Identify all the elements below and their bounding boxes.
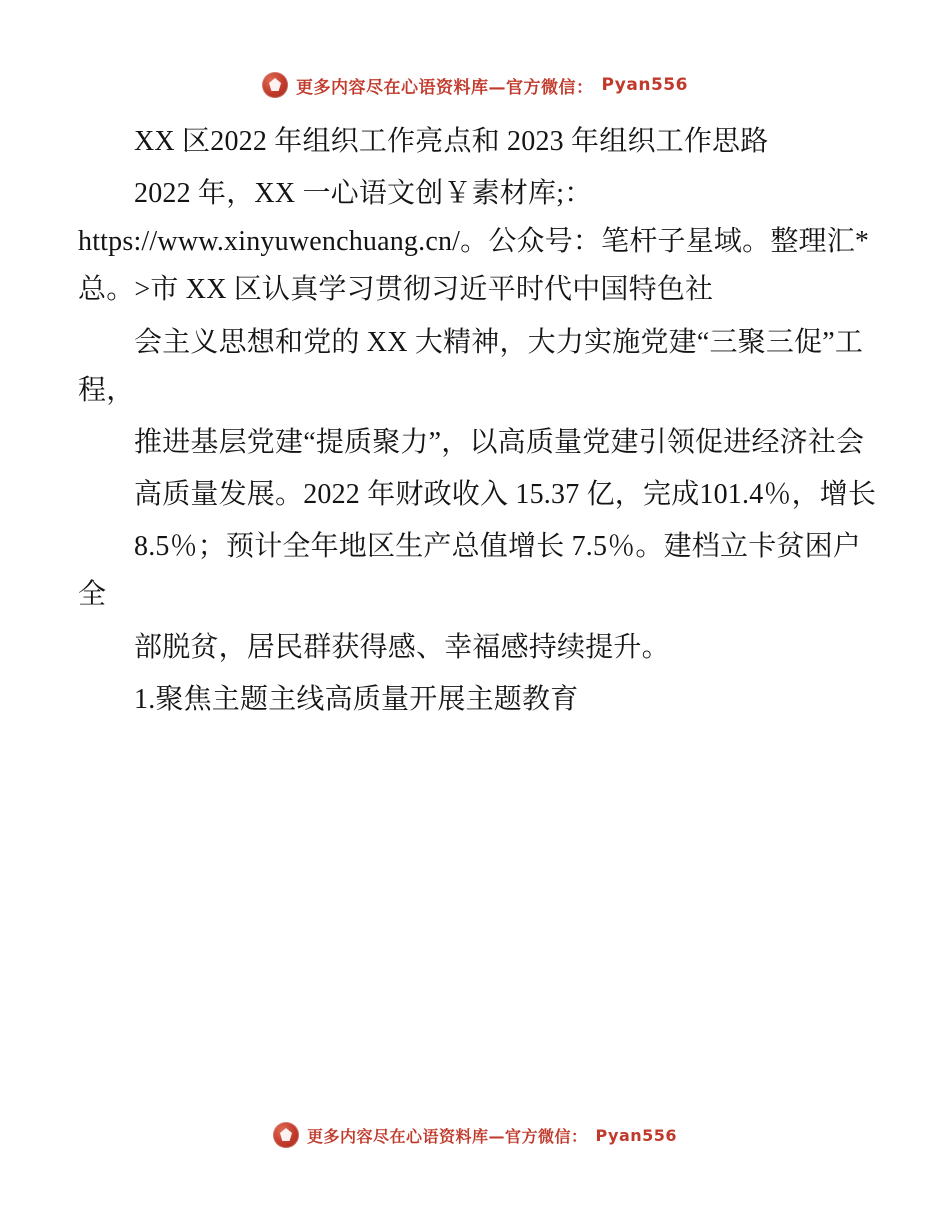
document-body — [78, 118, 878, 728]
paragraph-5: 高质量发展。2022 年财政收入 15.37 亿，完成101.4％，增长 — [134, 479, 877, 511]
watermark-top-account: Pyan556 — [601, 75, 688, 95]
watermark-top-text: 更多内容尽在心语资料库—官方微信： — [296, 77, 594, 98]
paragraph-6: 8.5％；预计全年地区生产总值增长 7.5％。建档立卡贫困户全 — [78, 531, 862, 611]
paragraph-4: 推进基层党建“提质聚力”，以高质量党建引领促进经济社会 — [134, 426, 865, 458]
paragraph-3: 会主义思想和党的 XX 大精神，大力实施党建“三聚三促”工程， — [78, 326, 864, 406]
paragraph-source: 2022 年，XX 一心语文创￥素材库;：https://www.xinyuwenchuang.cn/。公众号：笔杆子星域。整理汇*总。>市 XX 区认真学习贯彻习近平时代中国特色社 — [78, 178, 870, 306]
paragraph-7: 部脱贫，居民群获得感、幸福感持续提升。 — [134, 631, 670, 663]
watermark-bottom-text: 更多内容尽在心语资料库—官方微信： — [306, 1126, 588, 1146]
watermark-bottom-account: Pyan556 — [595, 1125, 678, 1145]
circle-shield-logo-icon — [262, 72, 288, 98]
watermark-top — [0, 72, 950, 98]
circle-shield-logo-icon — [273, 1122, 299, 1148]
paragraph-title: XX 区2022 年组织工作亮点和 2023 年组织工作思路 — [134, 126, 769, 157]
watermark-bottom — [0, 1122, 950, 1148]
paragraph-heading-1: 1.聚焦主题主线高质量开展主题教育 — [134, 683, 579, 715]
